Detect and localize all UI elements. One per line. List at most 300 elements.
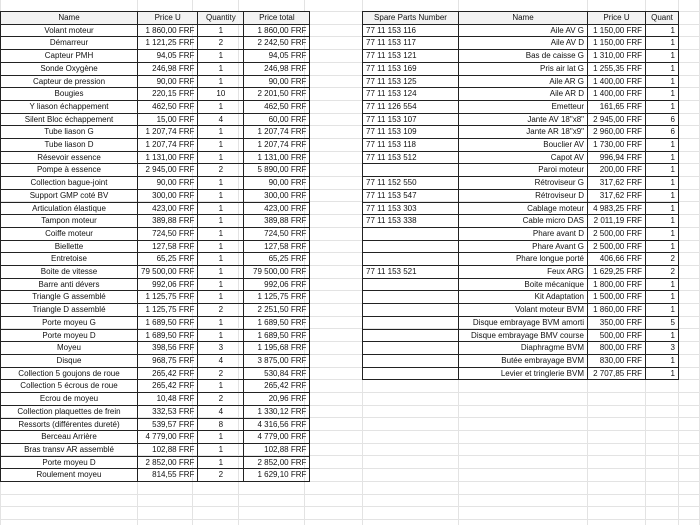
table-cell[interactable]: Capteur de pression — [1, 75, 138, 88]
table-cell[interactable]: 90,00 FRF — [138, 177, 198, 190]
table-cell[interactable]: 2 960,00 FRF — [588, 126, 646, 139]
table-cell[interactable]: Emetteur — [459, 100, 588, 113]
table-row — [363, 266, 679, 279]
table-cell[interactable]: Biellette — [1, 240, 138, 253]
table-cell[interactable]: 992,06 FRF — [244, 278, 310, 291]
table-cell[interactable] — [363, 342, 459, 355]
table-row — [1, 177, 310, 190]
table-cell[interactable]: 1 689,50 FRF — [244, 316, 310, 329]
table-cell[interactable] — [363, 227, 459, 240]
table-cell[interactable]: 1 131,00 FRF — [138, 151, 198, 164]
table-cell[interactable]: 1 — [198, 291, 244, 304]
table-row — [363, 88, 679, 101]
table-cell[interactable]: Rétroviseur D — [459, 189, 588, 202]
table-cell[interactable]: Démarreur — [1, 37, 138, 50]
table-cell[interactable] — [363, 278, 459, 291]
table-cell[interactable]: 2 — [198, 469, 244, 482]
table-cell[interactable]: 1 629,10 FRF — [244, 469, 310, 482]
table-cell[interactable]: 77 11 153 169 — [363, 62, 459, 75]
table-cell[interactable]: 724,50 FRF — [138, 227, 198, 240]
table-cell[interactable]: 1 — [198, 215, 244, 228]
table-row — [1, 75, 310, 88]
table-cell[interactable]: 1 800,00 FRF — [588, 278, 646, 291]
table-cell[interactable]: Disque — [1, 354, 138, 367]
right_table-header-cell[interactable]: Price U — [588, 12, 646, 25]
table-cell[interactable]: 1 — [646, 227, 679, 240]
table-cell[interactable]: 814,55 FRF — [138, 469, 198, 482]
table-row — [1, 393, 310, 406]
table-cell[interactable]: Capot AV — [459, 151, 588, 164]
table-cell[interactable]: 1 689,50 FRF — [244, 329, 310, 342]
left_table-header-cell[interactable]: Price U — [138, 12, 198, 25]
table-cell[interactable]: 1 — [198, 189, 244, 202]
table-cell[interactable] — [363, 291, 459, 304]
table-cell[interactable]: 1 — [646, 354, 679, 367]
table-row — [363, 354, 679, 367]
table-cell[interactable]: 79 500,00 FRF — [244, 266, 310, 279]
table-row — [1, 367, 310, 380]
table-cell[interactable]: Volant moteur BVM — [459, 304, 588, 317]
table-row — [1, 431, 310, 444]
table-cell[interactable]: Collection 5 écrous de roue — [1, 380, 138, 393]
table-cell[interactable]: 77 11 126 554 — [363, 100, 459, 113]
table-cell[interactable]: 77 11 152 550 — [363, 177, 459, 190]
table-cell[interactable]: Résevoir essence — [1, 151, 138, 164]
left_table-header-cell[interactable]: Quantity — [198, 12, 244, 25]
table-cell[interactable]: 1 195,68 FRF — [244, 342, 310, 355]
table-cell[interactable]: 1 629,25 FRF — [588, 266, 646, 279]
table-cell[interactable]: 77 11 153 117 — [363, 37, 459, 50]
table-cell[interactable] — [363, 329, 459, 342]
table-cell[interactable]: 1 121,25 FRF — [138, 37, 198, 50]
table-cell[interactable]: 389,88 FRF — [244, 215, 310, 228]
table-cell[interactable]: 500,00 FRF — [588, 329, 646, 342]
table-cell[interactable]: 1 — [646, 278, 679, 291]
table-cell[interactable]: Cable micro DAS — [459, 215, 588, 228]
table-cell[interactable]: 539,57 FRF — [138, 418, 198, 431]
table-cell[interactable]: Barre anti dévers — [1, 278, 138, 291]
table-cell[interactable]: 161,65 FRF — [588, 100, 646, 113]
table-cell[interactable]: 220,15 FRF — [138, 88, 198, 101]
table-cell[interactable]: Paroi moteur — [459, 164, 588, 177]
table-cell[interactable]: 1 — [646, 177, 679, 190]
table-cell[interactable]: 1 — [198, 329, 244, 342]
table-cell[interactable]: 65,25 FRF — [138, 253, 198, 266]
table-cell[interactable]: 2 201,50 FRF — [244, 88, 310, 101]
table-cell[interactable]: 1 — [198, 50, 244, 63]
table-cell[interactable]: Disque embrayage BVM amorti — [459, 316, 588, 329]
table-cell[interactable]: 77 11 153 109 — [363, 126, 459, 139]
table-cell[interactable]: 2 — [198, 37, 244, 50]
table-cell[interactable]: Aile AR D — [459, 88, 588, 101]
table-cell[interactable]: 1 860,00 FRF — [244, 24, 310, 37]
table-cell[interactable]: 77 11 153 521 — [363, 266, 459, 279]
table-cell[interactable]: 1 125,75 FRF — [244, 291, 310, 304]
table-cell[interactable]: Entretoise — [1, 253, 138, 266]
table-cell[interactable]: Butée embrayage BVM — [459, 354, 588, 367]
right-parts-table — [362, 11, 679, 380]
table-cell[interactable]: 2 011,19 FRF — [588, 215, 646, 228]
table-row — [363, 291, 679, 304]
table-cell[interactable]: 1 689,50 FRF — [138, 329, 198, 342]
table-cell[interactable]: 1 — [198, 227, 244, 240]
table-cell[interactable]: 2 251,50 FRF — [244, 304, 310, 317]
table-cell[interactable]: Bougies — [1, 88, 138, 101]
table-row — [363, 316, 679, 329]
table-cell[interactable]: 1 — [198, 177, 244, 190]
table-cell[interactable]: 1 400,00 FRF — [588, 75, 646, 88]
table-cell[interactable]: 5 890,00 FRF — [244, 164, 310, 177]
table-cell[interactable]: 246,98 FRF — [244, 62, 310, 75]
table-cell[interactable]: Collection bague-joint — [1, 177, 138, 190]
table-cell[interactable]: 90,00 FRF — [244, 75, 310, 88]
table-cell[interactable]: 1 — [646, 202, 679, 215]
table-cell[interactable]: 2 — [198, 164, 244, 177]
table-cell[interactable]: Porte moyeu D — [1, 329, 138, 342]
table-cell[interactable]: Collection plaquettes de frein — [1, 405, 138, 418]
table-cell[interactable]: 4 — [198, 113, 244, 126]
table-row — [1, 380, 310, 393]
table-cell[interactable]: 1 — [646, 62, 679, 75]
table-cell[interactable]: 1 — [646, 100, 679, 113]
table-cell[interactable]: 800,00 FRF — [588, 342, 646, 355]
table-row — [363, 50, 679, 63]
table-cell[interactable]: 2 852,00 FRF — [244, 456, 310, 469]
table-cell[interactable]: Volant moteur — [1, 24, 138, 37]
table-row — [1, 62, 310, 75]
table-cell[interactable]: 2 — [646, 266, 679, 279]
table-cell[interactable]: Ecrou de moyeu — [1, 393, 138, 406]
table-cell[interactable]: 462,50 FRF — [244, 100, 310, 113]
table-cell[interactable]: Berceau Arrière — [1, 431, 138, 444]
table-cell[interactable]: 1 — [646, 75, 679, 88]
table-cell[interactable]: Phare avant D — [459, 227, 588, 240]
table-cell[interactable]: 77 11 153 118 — [363, 139, 459, 152]
table-cell[interactable]: 1 — [198, 253, 244, 266]
grid-line — [0, 494, 700, 495]
table-cell[interactable]: 406,66 FRF — [588, 253, 646, 266]
table-cell[interactable]: 2 707,85 FRF — [588, 367, 646, 380]
table-cell[interactable]: 1 125,75 FRF — [138, 291, 198, 304]
table-cell[interactable]: 2 — [198, 393, 244, 406]
table-cell[interactable]: 10,48 FRF — [138, 393, 198, 406]
table-cell[interactable]: Boite mécanique — [459, 278, 588, 291]
table-cell[interactable]: 1 — [198, 431, 244, 444]
table-cell[interactable]: 1 207,74 FRF — [138, 126, 198, 139]
table-cell[interactable]: 1 — [198, 456, 244, 469]
table-cell[interactable]: 350,00 FRF — [588, 316, 646, 329]
table-cell[interactable]: 20,96 FRF — [244, 393, 310, 406]
table-cell[interactable]: Porte moyeu D — [1, 456, 138, 469]
table-cell[interactable]: 265,42 FRF — [138, 380, 198, 393]
table-cell[interactable]: Aile AV D — [459, 37, 588, 50]
table-cell[interactable]: 4 779,00 FRF — [138, 431, 198, 444]
table-row — [1, 139, 310, 152]
table-cell[interactable]: 1 400,00 FRF — [588, 88, 646, 101]
table-cell[interactable]: 1 — [198, 380, 244, 393]
table-cell[interactable]: 77 11 153 124 — [363, 88, 459, 101]
table-cell[interactable]: Boite de vitesse — [1, 266, 138, 279]
table-cell[interactable]: 1 — [646, 88, 679, 101]
table-cell[interactable]: Jante AR 18"x9" — [459, 126, 588, 139]
table-cell[interactable]: 65,25 FRF — [244, 253, 310, 266]
table-cell[interactable]: 127,58 FRF — [244, 240, 310, 253]
table-cell[interactable]: Rétroviseur G — [459, 177, 588, 190]
left-parts-table — [0, 11, 310, 482]
table-cell[interactable]: 2 945,00 FRF — [138, 164, 198, 177]
table-cell[interactable]: 996,94 FRF — [588, 151, 646, 164]
table-cell[interactable]: 1 131,00 FRF — [244, 151, 310, 164]
table-cell[interactable]: Articulation élastique — [1, 202, 138, 215]
table-row — [1, 316, 310, 329]
table-cell[interactable]: Porte moyeu G — [1, 316, 138, 329]
table-cell[interactable]: Aile AR G — [459, 75, 588, 88]
table-cell[interactable]: 77 11 153 547 — [363, 189, 459, 202]
table-cell[interactable]: 968,75 FRF — [138, 354, 198, 367]
table-row — [1, 202, 310, 215]
table-cell[interactable]: 265,42 FRF — [138, 367, 198, 380]
table-row — [1, 100, 310, 113]
table-cell[interactable]: 127,58 FRF — [138, 240, 198, 253]
table-cell[interactable]: 317,62 FRF — [588, 189, 646, 202]
table-cell[interactable] — [363, 164, 459, 177]
table-cell[interactable]: 830,00 FRF — [588, 354, 646, 367]
table-cell[interactable]: Pompe à essence — [1, 164, 138, 177]
table-cell[interactable]: 332,53 FRF — [138, 405, 198, 418]
table-cell[interactable]: Cablage moteur — [459, 202, 588, 215]
table-cell[interactable]: 3 — [198, 342, 244, 355]
table-cell[interactable]: 1 — [646, 189, 679, 202]
table-cell[interactable]: 1 500,00 FRF — [588, 291, 646, 304]
table-cell[interactable]: 94,05 FRF — [138, 50, 198, 63]
table-cell[interactable] — [363, 367, 459, 380]
table-cell[interactable] — [363, 316, 459, 329]
table-cell[interactable]: 992,06 FRF — [138, 278, 198, 291]
table-cell[interactable]: 77 11 153 116 — [363, 24, 459, 37]
right_table-header-cell[interactable]: Name — [459, 12, 588, 25]
table-row — [1, 164, 310, 177]
table-cell[interactable]: 2 945,00 FRF — [588, 113, 646, 126]
table-cell[interactable]: 530,84 FRF — [244, 367, 310, 380]
table-cell[interactable]: 2 500,00 FRF — [588, 227, 646, 240]
table-cell[interactable]: 1 — [198, 316, 244, 329]
table-cell[interactable]: Feux ARG — [459, 266, 588, 279]
table-cell[interactable]: 1 — [646, 215, 679, 228]
table-cell[interactable]: 200,00 FRF — [588, 164, 646, 177]
table-cell[interactable]: 1 — [198, 151, 244, 164]
table-row — [363, 139, 679, 152]
left-header-row — [1, 12, 310, 25]
right_table-header-cell[interactable]: Spare Parts Number — [363, 12, 459, 25]
table-cell[interactable]: 1 330,12 FRF — [244, 405, 310, 418]
table-cell[interactable]: 1 — [198, 126, 244, 139]
table-cell[interactable]: 8 — [198, 418, 244, 431]
table-cell[interactable]: 79 500,00 FRF — [138, 266, 198, 279]
table-cell[interactable]: Roulement moyeu — [1, 469, 138, 482]
table-cell[interactable]: 1 730,00 FRF — [588, 139, 646, 152]
table-cell[interactable]: 423,00 FRF — [244, 202, 310, 215]
table-cell[interactable]: 1 — [646, 151, 679, 164]
table-cell[interactable]: Diaphragme BVM — [459, 342, 588, 355]
left_table-header-cell[interactable]: Name — [1, 12, 138, 25]
table-row — [363, 75, 679, 88]
table-cell[interactable] — [363, 253, 459, 266]
table-cell[interactable]: Triangle G assemblé — [1, 291, 138, 304]
table-cell[interactable]: 1 — [646, 24, 679, 37]
table-cell[interactable]: 2 500,00 FRF — [588, 240, 646, 253]
table-cell[interactable]: 317,62 FRF — [588, 177, 646, 190]
table-cell[interactable]: 265,42 FRF — [244, 380, 310, 393]
table-cell[interactable]: Coiffe moteur — [1, 227, 138, 240]
table-row — [363, 329, 679, 342]
table-cell[interactable]: 2 852,00 FRF — [138, 456, 198, 469]
table-row — [1, 37, 310, 50]
table-cell[interactable]: 4 316,56 FRF — [244, 418, 310, 431]
table-cell[interactable]: 6 — [646, 126, 679, 139]
table-cell[interactable]: 1 — [198, 240, 244, 253]
table-cell[interactable]: 2 — [198, 367, 244, 380]
table-row — [1, 88, 310, 101]
table-cell[interactable]: 1 689,50 FRF — [138, 316, 198, 329]
table-cell[interactable]: 1 — [198, 62, 244, 75]
table-cell[interactable]: Collection 5 goujons de roue — [1, 367, 138, 380]
table-cell[interactable]: 1 — [198, 75, 244, 88]
table-cell[interactable]: 1 150,00 FRF — [588, 37, 646, 50]
table-cell[interactable]: 1 — [646, 50, 679, 63]
table-row — [1, 342, 310, 355]
table-cell[interactable]: Bouclier AV — [459, 139, 588, 152]
table-cell[interactable]: 1 207,74 FRF — [244, 126, 310, 139]
table-row — [1, 304, 310, 317]
table-cell[interactable]: 1 — [646, 329, 679, 342]
table-cell[interactable]: 1 — [646, 304, 679, 317]
table-cell[interactable]: 2 — [198, 304, 244, 317]
table-cell[interactable]: Tube liason G — [1, 126, 138, 139]
table-cell[interactable]: 246,98 FRF — [138, 62, 198, 75]
table-cell[interactable]: 1 — [646, 291, 679, 304]
table-cell[interactable]: 1 — [646, 367, 679, 380]
table-row — [1, 113, 310, 126]
table-cell[interactable]: 1 860,00 FRF — [138, 24, 198, 37]
table-row — [1, 278, 310, 291]
table-cell[interactable]: 77 11 153 125 — [363, 75, 459, 88]
table-cell[interactable]: Moyeu — [1, 342, 138, 355]
table-cell[interactable]: 77 11 153 338 — [363, 215, 459, 228]
left_table-header-cell[interactable]: Price total — [244, 12, 310, 25]
table-cell[interactable]: Levier et tringlerie BVM — [459, 367, 588, 380]
table-cell[interactable]: Support GMP coté BV — [1, 189, 138, 202]
table-cell[interactable]: 4 983,25 FRF — [588, 202, 646, 215]
table-cell[interactable]: 2 — [646, 253, 679, 266]
table-cell[interactable]: 1 — [198, 202, 244, 215]
table-cell[interactable]: 300,00 FRF — [244, 189, 310, 202]
table-cell[interactable]: 389,88 FRF — [138, 215, 198, 228]
table-cell[interactable]: Capteur PMH — [1, 50, 138, 63]
table-cell[interactable]: 462,50 FRF — [138, 100, 198, 113]
table-cell[interactable]: Tampon moteur — [1, 215, 138, 228]
table-cell[interactable]: Phare longue porté — [459, 253, 588, 266]
table-cell[interactable]: 3 875,00 FRF — [244, 354, 310, 367]
table-cell[interactable]: Triangle D assemblé — [1, 304, 138, 317]
table-cell[interactable]: Kit Adaptation — [459, 291, 588, 304]
table-row — [363, 367, 679, 380]
table-row — [363, 342, 679, 355]
table-cell[interactable]: 90,00 FRF — [138, 75, 198, 88]
table-cell[interactable]: 10 — [198, 88, 244, 101]
table-cell[interactable]: Silent Bloc échappement — [1, 113, 138, 126]
table-cell[interactable]: Bas de caisse G — [459, 50, 588, 63]
table-cell[interactable]: Bras transv AR assemblé — [1, 443, 138, 456]
table-cell[interactable]: 60,00 FRF — [244, 113, 310, 126]
table-cell[interactable]: 3 — [646, 342, 679, 355]
table-cell[interactable]: Jante AV 18"x8" — [459, 113, 588, 126]
table-cell[interactable]: 5 — [646, 316, 679, 329]
table-cell[interactable]: 102,88 FRF — [138, 443, 198, 456]
table-cell[interactable] — [363, 240, 459, 253]
table-cell[interactable]: Y liason échappement — [1, 100, 138, 113]
table-cell[interactable]: 77 11 153 512 — [363, 151, 459, 164]
table-cell[interactable]: Sonde Oxygène — [1, 62, 138, 75]
table-row — [1, 240, 310, 253]
table-cell[interactable]: Aile AV G — [459, 24, 588, 37]
table-cell[interactable]: 1 255,35 FRF — [588, 62, 646, 75]
table-cell[interactable]: 423,00 FRF — [138, 202, 198, 215]
table-cell[interactable]: 1 — [198, 278, 244, 291]
table-cell[interactable]: 77 11 153 303 — [363, 202, 459, 215]
table-cell[interactable]: 102,88 FRF — [244, 443, 310, 456]
table-cell[interactable]: 15,00 FRF — [138, 113, 198, 126]
table-cell[interactable]: 6 — [646, 113, 679, 126]
table-cell[interactable]: 1 — [198, 100, 244, 113]
table-cell[interactable] — [363, 304, 459, 317]
table-row — [1, 469, 310, 482]
table-cell[interactable]: 4 — [198, 354, 244, 367]
table-row — [1, 215, 310, 228]
table-cell[interactable]: 2 242,50 FRF — [244, 37, 310, 50]
table-cell[interactable]: 4 — [198, 405, 244, 418]
table-cell[interactable]: Tube liason D — [1, 139, 138, 152]
table-cell[interactable]: 1 — [198, 443, 244, 456]
table-cell[interactable]: 1 — [198, 139, 244, 152]
table-cell[interactable] — [363, 354, 459, 367]
table-cell[interactable]: 724,50 FRF — [244, 227, 310, 240]
table-cell[interactable]: Pris air lat G — [459, 62, 588, 75]
table-cell[interactable]: 1 860,00 FRF — [588, 304, 646, 317]
table-cell[interactable]: 1 150,00 FRF — [588, 24, 646, 37]
table-cell[interactable]: Phare Avant G — [459, 240, 588, 253]
table-cell[interactable]: 1 — [198, 24, 244, 37]
table-cell[interactable]: 1 — [646, 240, 679, 253]
table-cell[interactable]: 1 — [198, 266, 244, 279]
table-cell[interactable]: 398,56 FRF — [138, 342, 198, 355]
right_table-header-cell[interactable]: Quant — [646, 12, 679, 25]
table-cell[interactable]: 1 — [646, 139, 679, 152]
table-cell[interactable]: Ressorts (différentes dureté) — [1, 418, 138, 431]
table-cell[interactable]: 77 11 153 107 — [363, 113, 459, 126]
table-cell[interactable]: 1 207,74 FRF — [244, 139, 310, 152]
table-cell[interactable]: 90,00 FRF — [244, 177, 310, 190]
table-cell[interactable]: 300,00 FRF — [138, 189, 198, 202]
table-cell[interactable]: 1 — [646, 37, 679, 50]
table-cell[interactable]: 1 310,00 FRF — [588, 50, 646, 63]
table-cell[interactable]: Disque embrayage BMV course — [459, 329, 588, 342]
table-cell[interactable]: 1 125,75 FRF — [138, 304, 198, 317]
table-cell[interactable]: 1 207,74 FRF — [138, 139, 198, 152]
table-cell[interactable]: 77 11 153 121 — [363, 50, 459, 63]
table-cell[interactable]: 4 779,00 FRF — [244, 431, 310, 444]
table-cell[interactable]: 94,05 FRF — [244, 50, 310, 63]
table-cell[interactable]: 1 — [646, 164, 679, 177]
